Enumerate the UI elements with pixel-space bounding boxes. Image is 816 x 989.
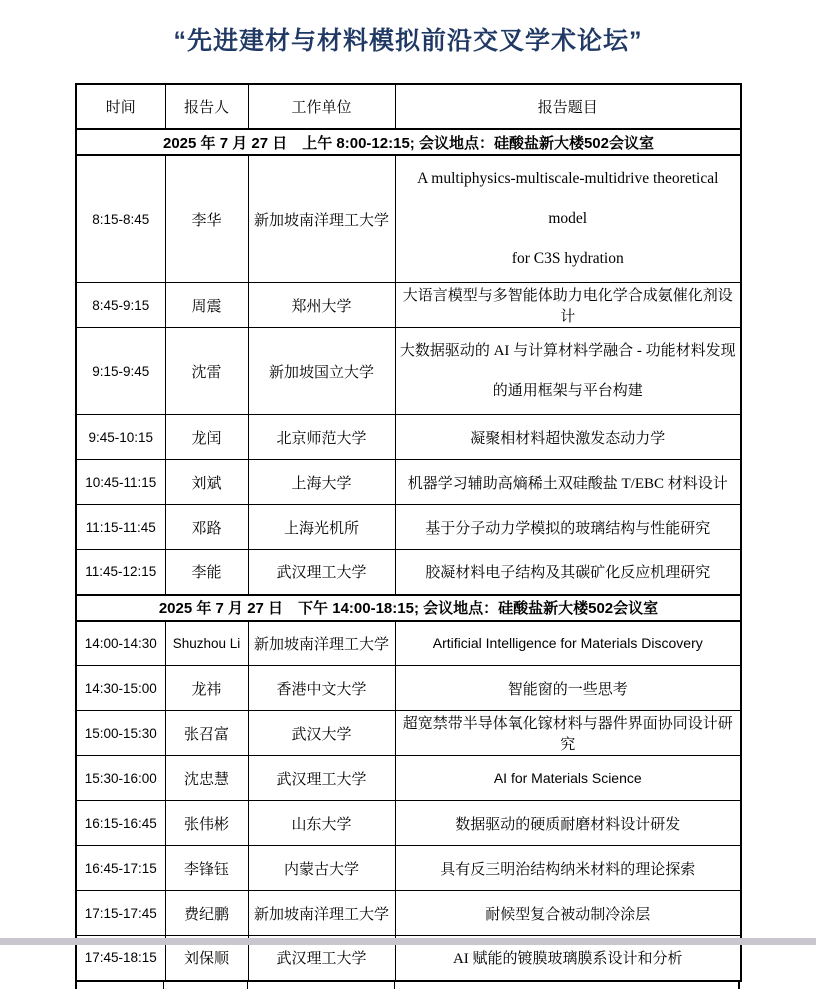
cell-affiliation: 北京师范大学 [248,415,395,460]
cell-title: 智能窗的一些思考 [395,666,741,711]
cell-title: 大语言模型与多智能体助力电化学合成氨催化剂设计 [395,283,741,328]
cell-speaker: 张召富 [165,711,248,756]
cell-title: 胶凝材料电子结构及其碳矿化反应机理研究 [395,550,741,595]
cell-title: 具有反三明治结构纳米材料的理论探索 [395,846,741,891]
table-row [76,846,741,891]
cell-time: 9:45-10:15 [76,415,165,460]
cell-title: AI 赋能的镀膜玻璃膜系设计和分析 [395,936,741,981]
cell-time: 14:00-14:30 [76,621,165,666]
page-edge-bar [0,938,816,945]
column-header-speaker: 报告人 [165,84,248,129]
page-title: “先进建材与材料模拟前沿交叉学术论坛” [173,27,643,55]
cell-time: 16:45-17:15 [76,846,165,891]
cell-affiliation: 上海光机所 [248,505,395,550]
cell-time: 17:15-17:45 [76,891,165,936]
table-row [76,711,741,756]
cell-affiliation: 新加坡国立大学 [248,328,395,415]
table-bottom-stub-line [247,982,248,989]
column-header-title: 报告题目 [395,84,741,129]
cell-affiliation: 上海大学 [248,460,395,505]
table-row [76,155,741,283]
table-row [76,328,741,415]
cell-title: 凝聚相材料超快激发态动力学 [395,415,741,460]
session-header-2: 2025 年 7 月 27 日 下午 14:00-18:15; 会议地点：硅酸盐新大楼502会议室 [76,595,741,621]
cell-time: 11:45-12:15 [76,550,165,595]
cell-affiliation: 新加坡南洋理工大学 [248,621,395,666]
cell-time: 15:30-16:00 [76,756,165,801]
cell-time: 8:45-9:15 [76,283,165,328]
cell-time: 17:45-18:15 [76,936,165,981]
cell-speaker: 刘保顺 [165,936,248,981]
table-row [76,801,741,846]
cell-speaker: 沈雷 [165,328,248,415]
cell-title: 机器学习辅助高熵稀土双硅酸盐 T/EBC 材料设计 [395,460,741,505]
table-row [76,283,741,328]
cell-title: 超宽禁带半导体氧化镓材料与器件界面协同设计研究 [395,711,741,756]
cell-time: 16:15-16:45 [76,801,165,846]
session-header-1: 2025 年 7 月 27 日 上午 8:00-12:15; 会议地点：硅酸盐新大楼502会议室 [76,129,741,155]
cell-affiliation: 郑州大学 [248,283,395,328]
table-bottom-stub-line [75,982,77,989]
column-header-affiliation: 工作单位 [248,84,395,129]
table-bottom-stub-line [394,982,395,989]
cell-title: A multiphysics-multiscale-multidrive theoretical model for C3S hydration [395,155,741,283]
table-row [76,891,741,936]
table-row [76,460,741,505]
column-header-time: 时间 [76,84,165,129]
cell-affiliation: 武汉理工大学 [248,550,395,595]
cell-title: 耐候型复合被动制冷涂层 [395,891,741,936]
cell-title: 数据驱动的硬质耐磨材料设计研发 [395,801,741,846]
cell-time: 9:15-9:45 [76,328,165,415]
cell-speaker: 张伟彬 [165,801,248,846]
cell-affiliation: 新加坡南洋理工大学 [248,891,395,936]
title-block [0,0,816,83]
cell-time: 8:15-8:45 [76,155,165,283]
cell-time: 14:30-15:00 [76,666,165,711]
table-bottom-stub-line [738,982,740,989]
cell-speaker: 刘斌 [165,460,248,505]
table-row [76,756,741,801]
cell-speaker: 李能 [165,550,248,595]
cell-title: AI for Materials Science [395,756,741,801]
cell-time: 15:00-15:30 [76,711,165,756]
cell-speaker: 沈忠慧 [165,756,248,801]
cell-speaker: 周震 [165,283,248,328]
cell-speaker: 龙闰 [165,415,248,460]
cell-speaker: Shuzhou Li [165,621,248,666]
cell-affiliation: 武汉大学 [248,711,395,756]
cell-affiliation: 山东大学 [248,801,395,846]
cell-affiliation: 内蒙古大学 [248,846,395,891]
cell-title: 大数据驱动的 AI 与计算材料学融合 - 功能材料发现 的通用框架与平台构建 [395,328,741,415]
table-row [76,621,741,666]
table-row [76,550,741,595]
cell-speaker: 龙祎 [165,666,248,711]
table-bottom-stub-line [163,982,164,989]
cell-time: 10:45-11:15 [76,460,165,505]
table-row [76,666,741,711]
cell-speaker: 李锋钰 [165,846,248,891]
cell-time: 11:15-11:45 [76,505,165,550]
table-row [76,415,741,460]
cell-affiliation: 武汉理工大学 [248,756,395,801]
schedule-table [75,83,742,982]
cell-affiliation: 武汉理工大学 [248,936,395,981]
cell-title: 基于分子动力学模拟的玻璃结构与性能研究 [395,505,741,550]
cell-title: Artificial Intelligence for Materials Discovery [395,621,741,666]
cell-speaker: 邓路 [165,505,248,550]
table-bottom-stub [75,982,740,989]
cell-speaker: 费纪鹏 [165,891,248,936]
cell-speaker: 李华 [165,155,248,283]
cell-affiliation: 新加坡南洋理工大学 [248,155,395,283]
table-row [76,505,741,550]
cell-affiliation: 香港中文大学 [248,666,395,711]
